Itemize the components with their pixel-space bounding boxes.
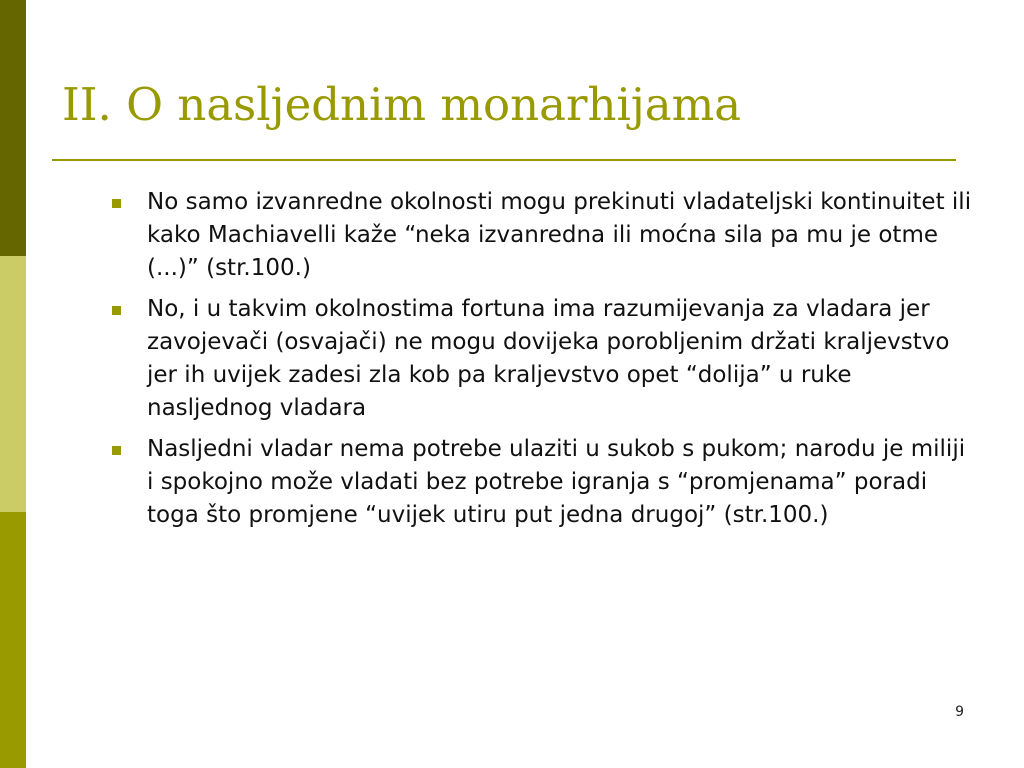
- bullet-item: [112, 293, 972, 425]
- side-bar-top: [0, 0, 26, 256]
- square-bullet-icon: [112, 306, 121, 315]
- bullet-text: No samo izvanredne okolnosti mogu prekinuti vladateljski kontinuitet ili kako Machiavelli kaže “neka izvanredna ili moćna sila pa mu je otme (...)” (str.100.): [147, 189, 972, 281]
- side-bar-middle: [0, 256, 26, 512]
- slide-title: II. O nasljednim monarhijama: [62, 78, 742, 131]
- title-underline: [52, 159, 956, 161]
- side-bar-bottom: [0, 512, 26, 768]
- bullet-item: [112, 186, 972, 285]
- square-bullet-icon: [112, 446, 121, 455]
- bullet-item: [112, 433, 972, 532]
- bullet-list: [112, 186, 972, 540]
- bullet-text: Nasljedni vladar nema potrebe ulaziti u sukob s pukom; narodu je miliji i spokojno može vladati bez potrebe igranja s “promjenama” poradi toga što promjene “uvijek utiru put jedna drugoj” (str.100.): [147, 436, 966, 528]
- page-number: 9: [955, 704, 964, 720]
- bullet-text: No, i u takvim okolnostima fortuna ima razumijevanja za vladara jer zavojevači (osvajači) ne mogu dovijeka porobljenim držati kraljevstvo jer ih uvijek zadesi zla kob pa kraljevstvo opet “dolija” u ruke nasljednog vladara: [147, 296, 950, 421]
- square-bullet-icon: [112, 199, 121, 208]
